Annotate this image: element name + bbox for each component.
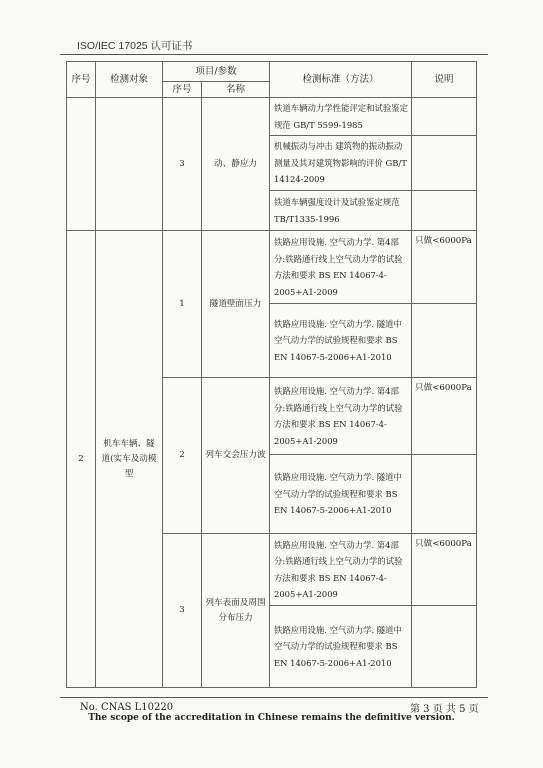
test-object: 机车车辆、隧道(实车及动模型 [96, 231, 163, 688]
header-title: ISO/IEC 17025 认可证书 [77, 40, 193, 52]
standard-cell: 铁路应用设施. 空气动力学. 第4部分:铁路通行线上空气动力学的试验方法和要求 BS EN 14067-4-2005+A1-2009 [270, 534, 412, 606]
page-number: 第 3 页 共 5 页 [410, 704, 479, 715]
note-cell [412, 606, 477, 688]
note-cell: 只做<6000Pa [412, 534, 477, 606]
note-cell [412, 455, 477, 534]
table-cell-empty-seq [67, 98, 96, 231]
note-cell [412, 136, 477, 191]
item-name: 列车交会压力波 [202, 378, 270, 534]
col-header-object: 检测对象 [96, 62, 163, 98]
col-header-seq: 序号 [67, 62, 96, 98]
standard-cell: 铁路应用设施. 空气动力学. 隧道中空气动力学的试验规程和要求 BS EN 14067-5-2006+A1-2010 [270, 304, 412, 378]
standard-cell: 铁道车辆强度设计及试验鉴定规范 TB/T1335-1996 [270, 191, 412, 231]
header-divider [60, 54, 488, 55]
standard-cell: 铁路应用设施. 空气动力学. 隧道中空气动力学的试验规程和要求 BS EN 14067-5-2006+A1-2010 [270, 606, 412, 688]
col-header-item-seq: 序号 [163, 82, 202, 98]
entry-seq: 2 [67, 231, 96, 688]
item-seq: 1 [163, 231, 202, 378]
scope-table [66, 61, 477, 688]
table-cell-empty-object [96, 98, 163, 231]
item-name: 隧道壁面压力 [202, 231, 270, 378]
note-cell [412, 191, 477, 231]
standard-cell: 铁道车辆动力学性能评定和试验鉴定规范 GB/T 5599-1985 [270, 98, 412, 136]
col-header-note: 说明 [412, 62, 477, 98]
item-seq: 2 [163, 378, 202, 534]
col-header-item-group: 项目/参数 [163, 62, 270, 82]
note-cell: 只做<6000Pa [412, 378, 477, 455]
standard-cell: 铁路应用设施. 空气动力学. 第4部分:铁路通行线上空气动力学的试验方法和要求 BS EN 14067-4-2005+A1-2009 [270, 378, 412, 455]
col-header-standard: 检测标准（方法） [270, 62, 412, 98]
certificate-number: No. CNAS L10220 [80, 702, 174, 713]
item-seq: 3 [163, 534, 202, 688]
standard-cell: 铁路应用设施. 空气动力学. 隧道中空气动力学的试验规程和要求 BS EN 14067-5-2006+A1-2010 [270, 455, 412, 534]
standard-cell: 铁路应用设施. 空气动力学. 第4部分:铁路通行线上空气动力学的试验方法和要求 BS EN 14067-4-2005+A1-2009 [270, 231, 412, 304]
item-name: 动、静应力 [202, 98, 270, 231]
note-cell [412, 98, 477, 136]
note-cell [412, 304, 477, 378]
item-seq: 3 [163, 98, 202, 231]
col-header-item-name: 名称 [202, 82, 270, 98]
footer-divider [60, 697, 488, 698]
item-name: 列车表面及周围分布压力 [202, 534, 270, 688]
note-cell: 只做<6000Pa [412, 231, 477, 304]
standard-cell: 机械振动与冲击 建筑物的振动振动测量及其对建筑物影响的评价 GB/T 14124-2009 [270, 136, 412, 191]
scope-note: The scope of the accreditation in Chinese remains the definitive version. [88, 713, 455, 723]
